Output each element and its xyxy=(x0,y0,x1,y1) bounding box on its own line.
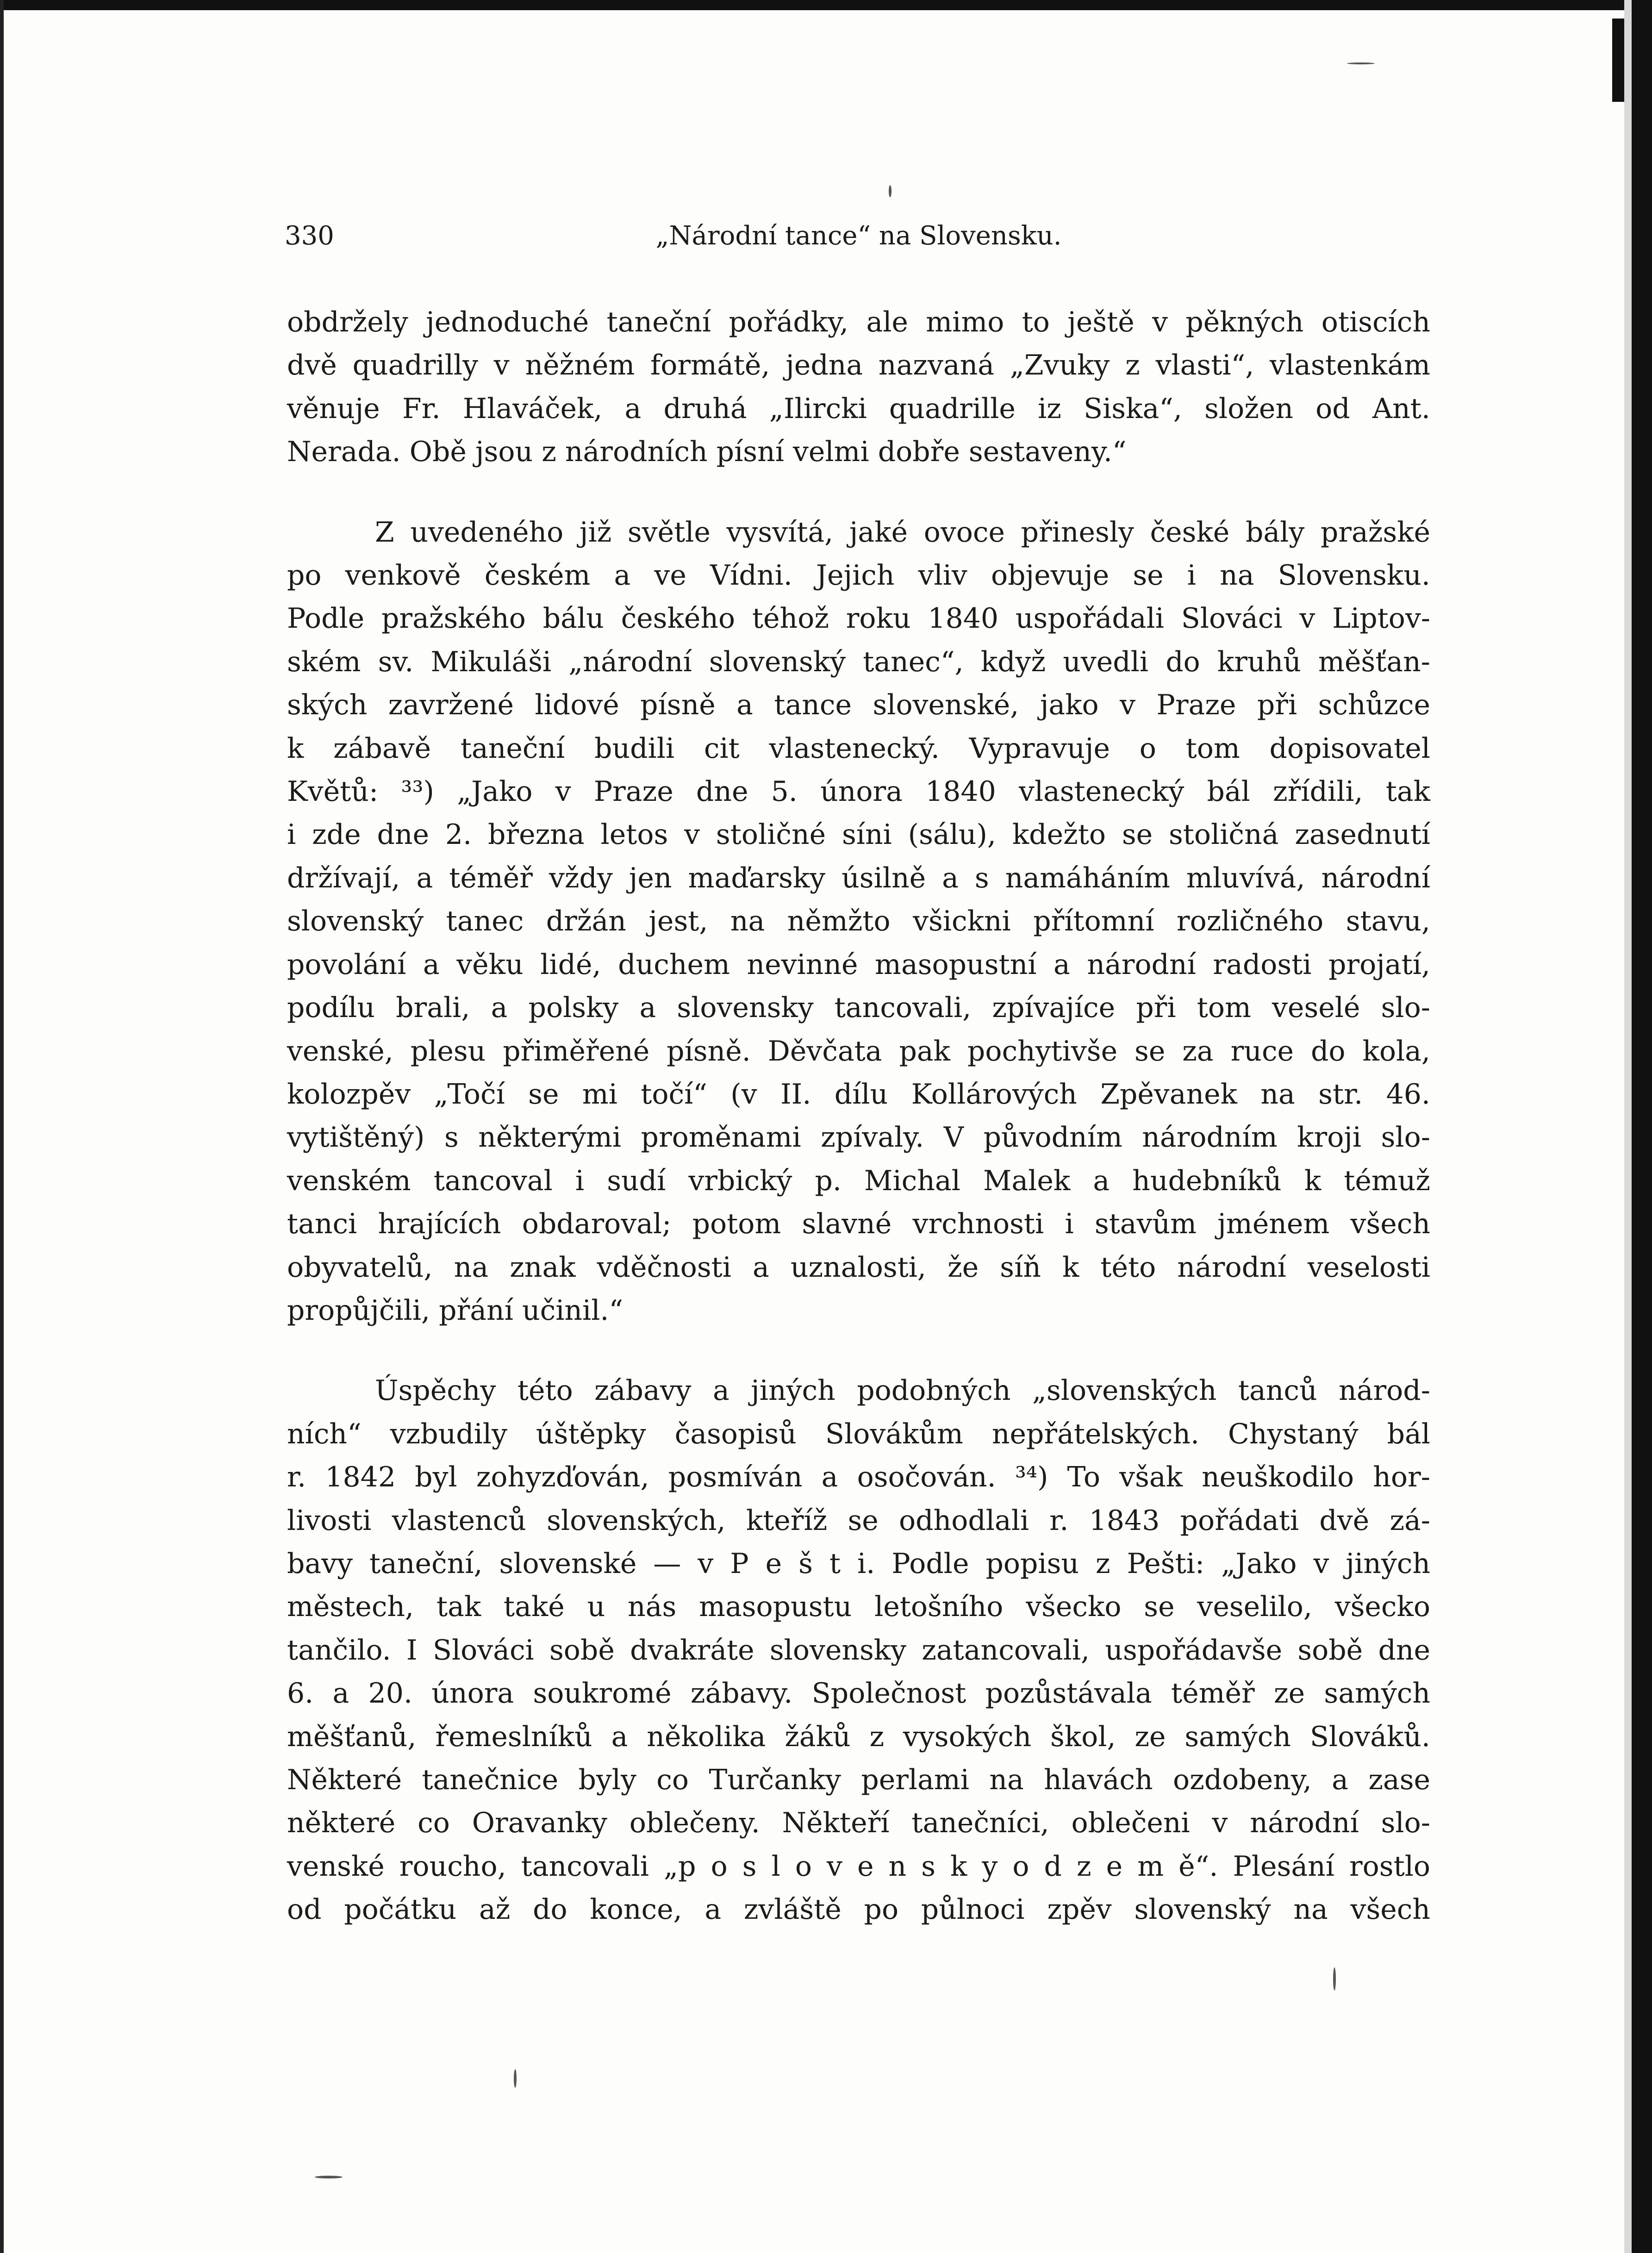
text-line: některé co Oravanky oblečeny. Někteří tanečníci, oblečeni v národní slo- xyxy=(287,1807,1430,1840)
text-line: tančilo. I Slováci sobě dvakráte slovensky zatancovali, uspořádavše sobě dne xyxy=(287,1634,1430,1666)
text-line: podílu brali, a polsky a slovensky tancovali, zpívajíce při tom veselé slo- xyxy=(287,992,1430,1024)
text-line: Některé tanečnice byly co Turčanky perlami na hlavách ozdobeny, a zase xyxy=(287,1764,1430,1796)
scan-edge-right xyxy=(1632,0,1652,2253)
text-line: Podle pražského bálu českého téhož roku 1840 uspořádali Slováci v Liptov- xyxy=(287,602,1430,635)
scan-edge-right-shadow xyxy=(1624,0,1632,2253)
text-line: ských zavržené lidové písně a tance slovenské, jako v Praze při schůzce xyxy=(287,689,1430,722)
scan-edge-top xyxy=(0,0,1652,10)
text-line: slovenský tanec držán jest, na němžto všickni přítomní rozličného stavu, xyxy=(287,905,1430,938)
scan-speck xyxy=(1333,1967,1336,1991)
text-line: městech, tak také u nás masopustu letošního všecko se veselilo, všecko xyxy=(287,1591,1430,1623)
page-number: 330 xyxy=(285,221,334,251)
paragraph-1 xyxy=(287,301,1430,474)
text-line: livosti vlastenců slovenských, kteříž se odhodlali r. 1843 pořádati dvě zá- xyxy=(287,1504,1430,1537)
text-line: vytištěný) s některými proměnami zpívaly. V původním národním kroji slo- xyxy=(287,1121,1430,1154)
text-line: obyvatelů, na znak vděčnosti a uznalosti, že síň k této národní veselosti xyxy=(287,1251,1430,1284)
scan-speck xyxy=(514,2069,517,2088)
text-line: k zábavě taneční budili cit vlastenecký. Vypravuje o tom dopisovatel xyxy=(287,732,1430,765)
text-line: r. 1842 byl zohyzďován, posmíván a osočován. ³⁴) To však neuškodilo hor- xyxy=(287,1461,1430,1494)
running-title: „Národní tance“ na Slovensku. xyxy=(655,221,1062,251)
text-line: ském sv. Mikuláši „národní slovenský tanec“, když uvedli do kruhů měšťan- xyxy=(287,645,1430,678)
text-line: věnuje Fr. Hlaváček, a druhá „Ilircki quadrille iz Siska“, složen od Ant. xyxy=(287,392,1430,425)
text-line: po venkově českém a ve Vídni. Jejich vliv objevuje se i na Slovensku. xyxy=(287,559,1430,592)
text-line: Květů: ³³) „Jako v Praze dne 5. února 1840 vlastenecký bál zřídili, tak xyxy=(287,775,1430,808)
text-line: měšťanů, řemeslníků a několika žáků z vysokých škol, ze samých Slováků. xyxy=(287,1720,1430,1753)
scan-speck xyxy=(315,2176,343,2178)
text-line: držívají, a téměř vždy jen maďarsky úsilně a s namáháním mluvívá, národní xyxy=(287,861,1430,894)
page-header xyxy=(285,215,1433,257)
scan-edge-left xyxy=(0,0,4,2253)
paragraph-3 xyxy=(287,1369,1430,1931)
scan-speck xyxy=(889,185,891,197)
text-line: povolání a věku lidé, duchem nevinné masopustní a národní radosti projatí, xyxy=(287,948,1430,981)
scan-speck xyxy=(1347,62,1375,64)
text-line: Z uvedeného již světle vysvítá, jaké ovoce přinesly české bály pražské xyxy=(375,516,1430,549)
body-text xyxy=(287,301,1430,1932)
text-line: Úspěchy této zábavy a jiných podobných „slovenských tanců národ- xyxy=(375,1374,1430,1407)
text-line: kolozpěv „Točí se mi točí“ (v II. dílu Kollárových Zpěvanek na str. 46. xyxy=(287,1078,1430,1111)
text-line: venské roucho, tancovali „p o s l o v e n s k y o d z e m ě“. Plesání rostlo xyxy=(287,1850,1430,1883)
text-line: bavy taneční, slovenské — v P e š t i. Podle popisu z Pešti: „Jako v jiných xyxy=(287,1547,1430,1580)
text-line: Nerada. Obě jsou z národních písní velmi dobře sestaveny.“ xyxy=(287,436,1127,468)
text-line: obdržely jednoduché taneční pořádky, ale mimo to ještě v pěkných otiscích xyxy=(287,306,1430,338)
text-line: 6. a 20. února soukromé zábavy. Společnost pozůstávala téměř ze samých xyxy=(287,1677,1430,1710)
text-line: tanci hrajících obdaroval; potom slavné vrchnosti i stavům jménem všech xyxy=(287,1208,1430,1241)
scan-edge-mark xyxy=(1612,19,1624,102)
text-line: dvě quadrilly v něžném formátě, jedna nazvaná „Zvuky z vlasti“, vlastenkám xyxy=(287,349,1430,382)
text-line: od počátku až do konce, a zvláště po půlnoci zpěv slovenský na všech xyxy=(287,1893,1430,1926)
text-line: venském tancoval i sudí vrbický p. Michal Malek a hudebníků k témuž xyxy=(287,1164,1430,1197)
text-line: i zde dne 2. března letos v stoličné síni (sálu), kdežto se stoličná zasednutí xyxy=(287,818,1430,851)
text-line: venské, plesu přiměřené písně. Děvčata pak pochytivše se za ruce do kola, xyxy=(287,1035,1430,1067)
paragraph-2 xyxy=(287,511,1430,1333)
text-line: ních“ vzbudily úštěpky časopisů Slovákům nepřátelských. Chystaný bál xyxy=(287,1417,1430,1450)
text-line: propůjčili, přání učinil.“ xyxy=(287,1294,623,1327)
